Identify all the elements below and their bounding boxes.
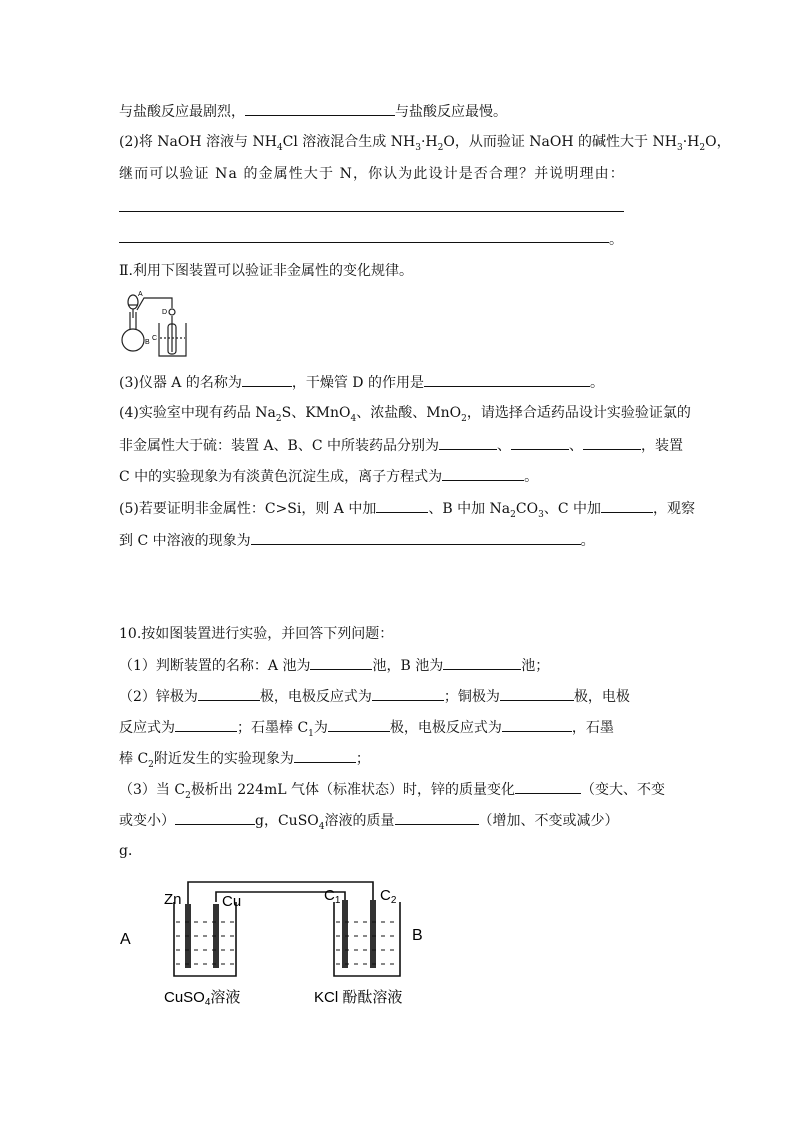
c2-label: $C_2$ (380, 887, 397, 906)
answer-blank[interactable] (443, 655, 521, 670)
q4-line1: (4)实验室中现有药品 $Na_2S$、KMnO$_4$、浓盐酸、MnO$_2$，请选择合适药品设计实验验证氯的 (119, 405, 691, 424)
answer-blank[interactable] (424, 372, 590, 387)
zn-label: Zn (164, 891, 182, 908)
svg-text:B: B (145, 339, 150, 346)
answer-blank[interactable] (395, 810, 479, 825)
q10-p3-line2: 或变小） g，CuSO$_4$溶液的质量 （增加、不变或减少） (119, 810, 619, 831)
text: 与盐酸反应最剧烈， (119, 104, 245, 120)
answer-blank[interactable] (583, 435, 641, 450)
q10-p2-line1: （2）锌极为 极，电极反应式为 ；铜极为 极，电极 (119, 686, 630, 707)
answer-blank[interactable] (500, 686, 574, 701)
cu-label: Cu (222, 893, 242, 910)
q5-line2: 到 C 中溶液的现象为 。 (119, 530, 595, 551)
answer-blank[interactable] (245, 101, 395, 116)
c1-label: $C_1$ (324, 887, 341, 906)
answer-blank[interactable] (251, 530, 581, 545)
answer-blank[interactable] (442, 466, 524, 481)
answer-blank[interactable] (601, 498, 653, 513)
q10-p1: （1）判断装置的名称：A 池为 池，B 池为 池； (119, 655, 549, 676)
electrochem-figure (118, 880, 438, 1008)
text: 与盐酸反应最慢。 (395, 104, 507, 120)
svg-text:D: D (162, 309, 168, 316)
answer-blank[interactable] (372, 686, 444, 701)
label-b: B (412, 927, 423, 944)
q1-tail-line (119, 101, 507, 122)
q10-p2-line2: 反应式为 ；石墨棒 $C_1$为 极，电极反应式为 ，石墨 (119, 717, 614, 738)
answer-line-1[interactable] (119, 211, 624, 212)
c1-electrode (342, 900, 348, 968)
part2-heading: Ⅱ.利用下图装置可以验证非金属性的变化规律。 (119, 263, 413, 279)
label-a: A (120, 931, 131, 948)
q5-line1: (5)若要证明非金属性：C>Si，则 A 中加 、B 中加 $Na_2CO_3$、C 中加 ，观察 (119, 498, 695, 519)
answer-blank[interactable] (515, 779, 581, 794)
q10-p3-line3: g． (119, 843, 142, 859)
period: 。 (609, 232, 623, 248)
round-flask (122, 329, 144, 351)
q10-heading: 10.按如图装置进行实验，并回答下列问题： (119, 626, 394, 642)
answer-blank[interactable] (310, 655, 372, 670)
beaker-a (174, 902, 236, 976)
answer-blank[interactable] (294, 748, 356, 763)
answer-blank[interactable] (198, 686, 260, 701)
apparatus-diagram (114, 288, 194, 360)
q2-line1: (2)将 NaOH 溶液与 $NH_4Cl$ 溶液混合生成 $NH_3\cdot H_2O$，从而验证 NaOH 的碱性大于 $NH_3\cdot H_2O$， (119, 134, 731, 153)
q10-p3-line1: （3）当 $C_2$极析出 224mL 气体（标准状态）时，锌的质量变化 （变大、不变 (119, 779, 665, 800)
answer-blank[interactable] (511, 435, 569, 450)
q3-line: (3)仪器 A 的名称为 ，干燥管 D 的作用是 。 (119, 372, 604, 393)
svg-text:C: C (152, 335, 158, 342)
answer-blank[interactable] (376, 498, 428, 513)
answer-blank[interactable] (439, 435, 497, 450)
answer-blank[interactable] (175, 717, 237, 732)
answer-blank[interactable] (175, 810, 255, 825)
svg-text:A: A (138, 291, 143, 298)
q4-line2: 非金属性大于硫：装置 A、B、C 中所装药品分别为 、 、 ，装置 (119, 435, 683, 456)
answer-blank[interactable] (242, 372, 292, 387)
q4-line3: C 中的实验现象为有淡黄色沉淀生成，离子方程式为 。 (119, 466, 538, 487)
answer-line-2[interactable] (119, 242, 609, 243)
answer-blank[interactable] (502, 717, 572, 732)
c2-electrode (370, 900, 376, 968)
q2-line2: 继而可以验证 Na 的金属性大于 N，你认为此设计是否合理？并说明理由： (119, 166, 625, 182)
separatory-funnel (128, 295, 138, 309)
solution-b-label: KCl 酚酞溶液 (314, 989, 403, 1006)
solution-a-label: CuSO$_4$溶液 (164, 989, 241, 1008)
answer-blank[interactable] (328, 717, 390, 732)
q10-p2-line3: 棒 $C_2$附近发生的实验现象为 ； (119, 748, 370, 769)
